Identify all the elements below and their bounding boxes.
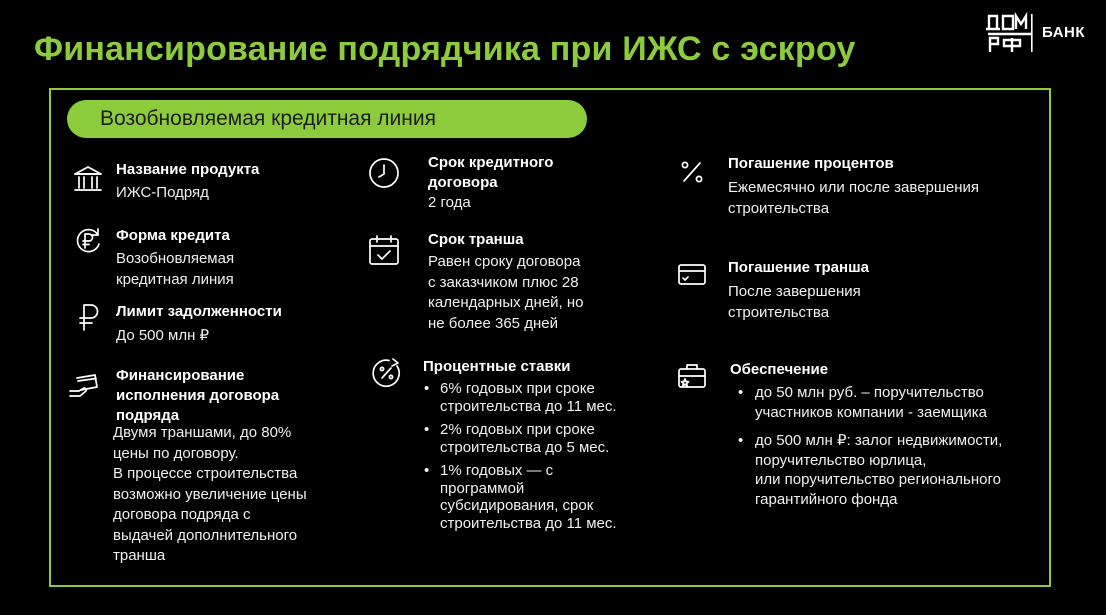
- clock-icon: [367, 156, 401, 190]
- product-name-value: ИЖС-Подряд: [116, 184, 209, 201]
- percent-timer-icon: [369, 356, 403, 390]
- interest-rates-heading: Процентные ставки: [423, 358, 571, 375]
- credit-form-value: Возобновляемая кредитная линия: [116, 250, 235, 288]
- contract-term-value: 2 года: [428, 194, 471, 211]
- rate-item: • 2% годовых при сроке строительства до 5 мес.: [424, 421, 664, 456]
- credit-form-heading: Форма кредита: [116, 227, 230, 244]
- tranche-term-value: Равен сроку договора с заказчиком плюс 28 календарных дней, но не более 365 дней: [428, 253, 584, 332]
- product-type-pill: Возобновляемая кредитная линия: [67, 100, 587, 138]
- card-icon: [675, 258, 709, 292]
- contract-term-heading: Срок кредитного договора: [428, 154, 554, 191]
- hand-card-icon: [67, 369, 101, 403]
- contract-financing-value: Двумя траншами, до 80% цены по договору. В процессе строительства возможно увеличение цены договора подряда с выдачей дополнительного транша: [113, 424, 307, 564]
- collateral-item: • до 50 млн руб. – поручительство участников компании - заемщика: [738, 383, 1048, 422]
- contract-financing-heading: Финансирование исполнения договора подряда: [116, 367, 280, 424]
- dom-rf-logo-mark: [986, 12, 1036, 56]
- rate-item: • 6% годовых при сроке строительства до 11 мес.: [424, 380, 664, 415]
- dom-rf-logo: [986, 12, 1096, 56]
- rate-item: • 1% годовых — с программой субсидирования, срок строительства до 11 мес.: [424, 462, 664, 532]
- interest-repayment-heading: Погашение процентов: [728, 155, 894, 172]
- interest-repayment-value: Ежемесячно или после завершения строительства: [728, 179, 980, 217]
- bank-label: БАНК: [1042, 24, 1086, 41]
- collateral-heading: Обеспечение: [730, 361, 829, 378]
- calendar-check-icon: [367, 233, 401, 267]
- debt-limit-value: До 500 млн ₽: [116, 327, 210, 344]
- percent-icon: [675, 155, 709, 189]
- bank-building-icon: [71, 162, 105, 196]
- ruble-icon: [71, 300, 105, 334]
- tranche-repayment-heading: Погашение транша: [728, 259, 869, 276]
- page-title: Финансирование подрядчика при ИЖС с эскроу: [34, 30, 856, 68]
- ruble-cycle-icon: [71, 224, 105, 258]
- interest-rates-list: [424, 380, 664, 538]
- debt-limit-heading: Лимит задолженности: [116, 303, 282, 320]
- product-name-heading: Название продукта: [116, 161, 260, 178]
- collateral-item: • до 500 млн ₽: залог недвижимости, поручительство юрлица, или поручительство регионального гарантийного фонда: [738, 431, 1048, 509]
- tranche-repayment-value: После завершения строительства: [728, 283, 861, 321]
- collateral-list: [738, 383, 1048, 515]
- briefcase-star-icon: [675, 359, 709, 393]
- tranche-term-heading: Срок транша: [428, 231, 524, 248]
